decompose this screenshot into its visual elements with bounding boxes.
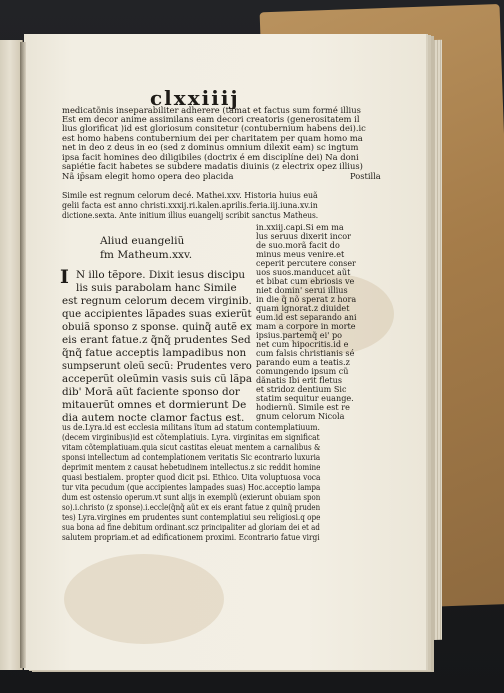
text-line: dictione.sexta. Ante initium illius euangelij scribit sanctus Matheus.: [62, 210, 319, 220]
catchword: Postilla: [350, 171, 381, 181]
text-line: tur vita pecudum (que accipientes lampades suas) Hoc.acceptio lampa: [62, 482, 321, 492]
text-line: net in deo z deus in eo (sed z dominus omnium dilexit eam) sc ingtum: [62, 142, 359, 152]
text-line: Nã ip̄sam elegit homo opera deo placida: [62, 171, 234, 181]
text-line: hodiernũ. Simile est re: [256, 402, 350, 412]
text-line: statim sequitur euange.: [256, 393, 354, 403]
text-line: N illo tẽpore. Dixit iesus discipu: [76, 269, 246, 281]
text-line: que accipientes lãpades suas exierũt: [62, 308, 252, 320]
text-line: et stridoz dentium Sic: [256, 384, 347, 394]
text-line: sumpserunt oleũ secũ: Prudentes vero: [62, 360, 252, 372]
text-line: in.xxiij.capi.Si em ma: [256, 222, 344, 232]
text-line: ceperit percutere conser: [256, 258, 356, 268]
text-line: eum.id est separando ani: [256, 312, 357, 322]
text-line: so).i.christo (z sponse).i.eccle(q̃nq̃ aũt ex eis erant fatue z quinq̃ pruden: [62, 502, 321, 512]
text-line: Simile est regnum celorum decé. Mathei.xxv. Historia huius euã: [62, 190, 318, 200]
text-line: deprimit mentem z causat hebetudinem intellectus.z sic reddit homine: [62, 462, 321, 472]
text-line: de suo.morã facit do: [256, 240, 340, 250]
text-line: minus meus venire.et: [256, 249, 345, 259]
text-line: salutem propriam.et ad edificationem proximi. Econtrario fatue virgi: [62, 532, 320, 542]
text-line: mam a corpore in morte: [256, 321, 356, 331]
text-line: acceperũt oleũmin vasis suis cũ lãpa: [62, 373, 252, 385]
text-line: net cum hipocritis.id e: [256, 339, 349, 349]
binding-gutter: [20, 42, 26, 668]
text-line: vitam cõtemplatiuam.quia sicut castitas eleuat mentem a carnalibus &: [62, 442, 321, 452]
paper-stain: [64, 554, 224, 644]
text-line: quam ignorat.z diuidet: [256, 303, 350, 313]
text-line: et bibat cum ebriosis ve: [256, 276, 355, 286]
text-line: q̃nq̃ fatue acceptis lampadibus non: [62, 347, 247, 359]
text-line: dib' Morã aũt faciente sponso dor: [62, 386, 240, 398]
text-line: sapiétie facit habetes se subdere madatis diuinis (z electrix opez illius): [62, 161, 363, 171]
text-line: tes) Lyra.virgines em prudentes sunt contemplatiui seu religiosi.q ope: [62, 512, 321, 522]
rubric-line: fm Matheum.xxv.: [100, 249, 193, 261]
text-line: medicatõnis inseparabiliter adherere (tamat et factus sum formé illius: [62, 105, 361, 115]
text-line: obuiã sponso z sponse. quinq̃ autẽ ex: [62, 321, 252, 333]
text-line: uos suos.manducet aũt: [256, 267, 351, 277]
text-line: gelii facta est anno christi.xxxij.ri.kalen.aprilis.feria.iij.iuna.xv.in: [62, 200, 318, 210]
text-line: est regnum celorum decem virginib.: [62, 295, 252, 307]
text-line: eis erant fatue.z q̃nq̃ prudentes Sed: [62, 334, 251, 346]
text-line: lis suis parabolam hanc Simile: [76, 282, 237, 294]
text-line: est homo habens contubernium dei per charitatem per quam homo ma: [62, 133, 363, 143]
text-line: ipsius.partemq̃ ei' po: [256, 330, 343, 340]
text-line: quasi bestialem. propter quod dicit psi. Ethico. Uita voluptuosa voca: [62, 472, 321, 482]
text-line: gnum celorum Nicola: [256, 411, 345, 421]
text-line: Est em decor anime assimilans eam decori creatoris (generositatem il: [62, 114, 360, 124]
text-line: dãnatis Ibi erit fletus: [256, 375, 343, 385]
text-line: lius glorificat )id est gloriosum consitetur (contubernium habens dei).ic: [62, 123, 366, 133]
text-line: in die q̃ nõ sperat z hora: [256, 294, 357, 304]
folio-number: clxxiiij: [150, 86, 240, 110]
text-line: dum est ostensio operum.vt sunt alijs in exemplũ (exierunt obuiam spon: [62, 492, 321, 502]
page-stack-edge: [426, 40, 442, 641]
text-line: mitauerũt omnes et dormierunt De: [62, 399, 247, 411]
text-line: niet domin' serui illius: [256, 285, 348, 295]
text-line: us de.Lyra.id est ecclesia militans ĩtum ad statum contemplatiuum.: [62, 422, 320, 432]
text-line: dia autem nocte clamor factus est.: [62, 412, 245, 424]
text-line: (decem virginibus)id est cõtemplatiuis. Lyra. virginitas em significat: [62, 432, 320, 442]
text-line: sua bona ad fine debitum ordinant.scz principaliter ad gloriam dei et ad: [62, 522, 320, 532]
text-line: lus seruus dixerit incor: [256, 231, 351, 241]
text-line: cum falsis christianis sé: [256, 348, 355, 358]
rubric-line: Aliud euangeliũ: [100, 235, 185, 247]
initial-letter-i: I: [60, 266, 69, 288]
text-line: parando eum a teatis.z: [256, 357, 350, 367]
text-line: comungendo ipsum cũ: [256, 366, 349, 376]
text-line: sponsi intellectum ad contemplationem veritatis Sic econtrario luxuria: [62, 452, 321, 462]
text-line: ipsa facit homines deo diligibiles (doctrix é em disciplíne dei) Na doni: [62, 152, 359, 162]
